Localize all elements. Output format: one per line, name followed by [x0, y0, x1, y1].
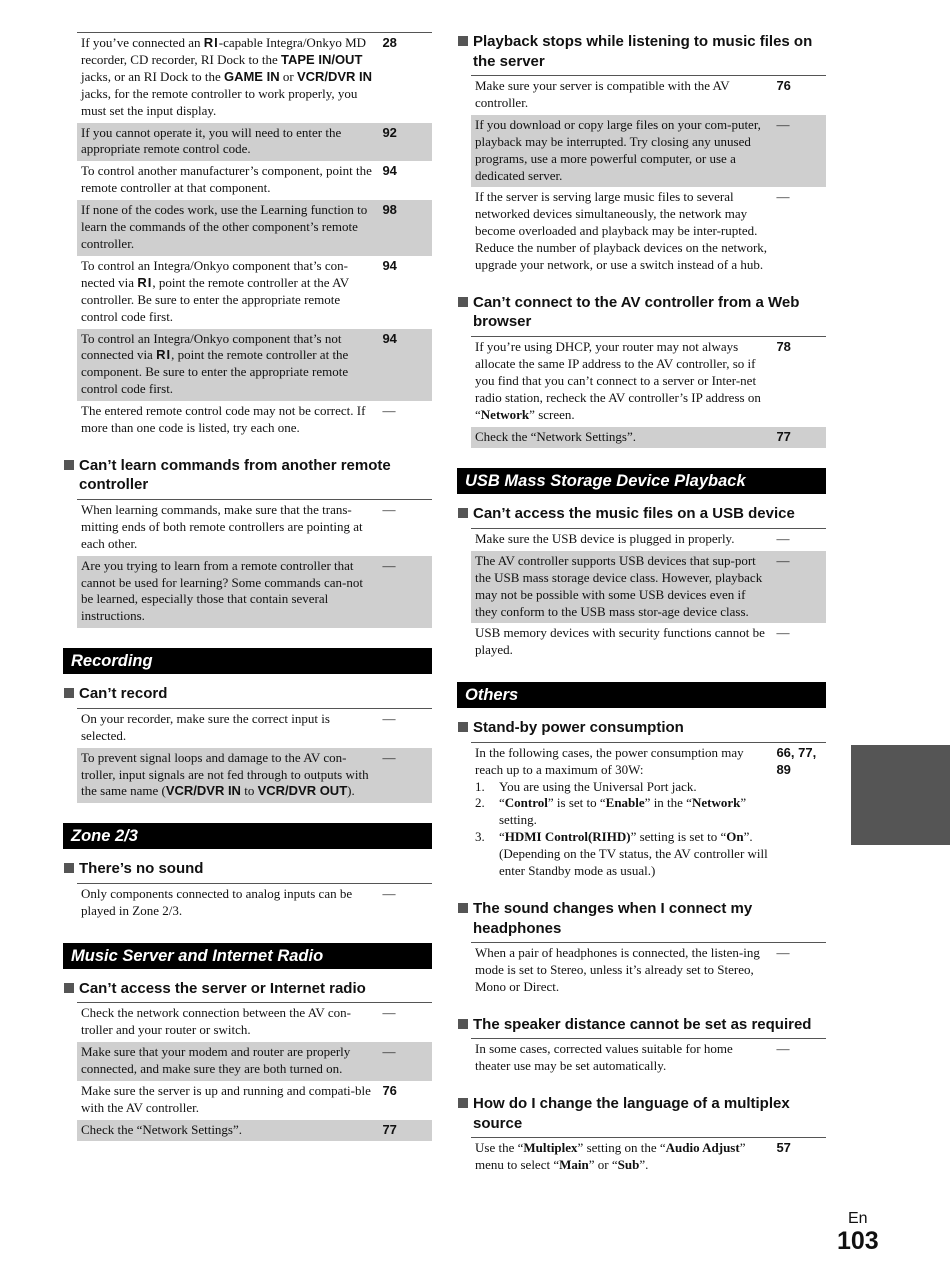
- row-text: When learning commands, make sure that the trans-mitting ends of both remote controllers are pointing at each other.: [81, 501, 363, 551]
- table-row: [77, 1081, 432, 1120]
- page-ref: 76: [776, 78, 791, 93]
- page-ref: —: [776, 552, 790, 568]
- page-language: En: [848, 1210, 868, 1227]
- row-text: If you’ve connected an RI-capable Integra/Onkyo MD recorder, CD recorder, RI Dock to the TAPE IN/OUT jacks, or an RI Dock to the GAME IN or VCR/DVR IN jacks, for the remote controller to work properly, you must set the input display.: [81, 35, 373, 118]
- page-ref: —: [382, 885, 396, 901]
- ri-logo: RI: [156, 347, 172, 363]
- ri-logo: RI: [203, 35, 219, 50]
- row-text: USB memory devices with security functions cannot be played.: [475, 625, 765, 658]
- page-ref: —: [776, 1041, 790, 1057]
- subsection-heading: Can’t connect to the AV controller from a Web browser: [457, 293, 826, 332]
- row-text: The AV controller supports USB devices that sup-port the USB mass storage device class. However, playback may not be possible with some USB devices even if they conform to the USB mass stor-age device class.: [475, 552, 763, 619]
- table-row: [77, 1042, 432, 1081]
- row-text: If none of the codes work, use the Learning function to learn the commands of the other component’s remote controller.: [81, 202, 368, 251]
- row-text: Are you trying to learn from a remote controller that cannot be used for learning? Some commands can-not be learned, especially those that contain several instructions.: [81, 557, 363, 624]
- table-row: [471, 623, 826, 662]
- page-ref: 28: [382, 35, 397, 50]
- table-row: [471, 551, 826, 624]
- row-text: In the following cases, the power consumption may reach up to a maximum of 30W: 1. You are using the Universal Port jack. 2. “Control” is set to “Enable” in the “Network” setting. 3. “HDMI Control(RIHD)” setting is set to “On”. (Depending on the TV status, the AV controller will enter Standby mode as usual.): [475, 744, 768, 879]
- square-bullet-icon: [64, 863, 74, 873]
- table-row: [77, 709, 432, 748]
- row-text: The entered remote control code may not be correct. If more than one code is listed, try each one.: [81, 403, 366, 436]
- square-bullet-icon: [64, 983, 74, 993]
- table-row: [77, 33, 432, 123]
- table-row: [77, 401, 432, 440]
- row-text: Check the “Network Settings”.: [81, 1121, 243, 1137]
- list-item: 2. “Control” is set to “Enable” in the “Network” setting.: [475, 795, 747, 828]
- ri-logo: RI: [137, 274, 153, 290]
- table-row: [77, 500, 432, 556]
- list-item: 3. “HDMI Control(RIHD)” setting is set to “On”. (Depending on the TV status, the AV controller will enter Standby mode as usual.): [475, 829, 768, 879]
- page-ref: —: [776, 189, 790, 205]
- page-ref: —: [776, 530, 790, 546]
- page-ref: 66, 77, 89: [776, 744, 817, 777]
- row-text: Make sure that your modem and router are properly connected, and make sure they are both turned on.: [81, 1043, 351, 1076]
- row-text: Make sure the USB device is plugged in properly.: [475, 530, 735, 546]
- page-ref: —: [382, 710, 396, 726]
- table-row: [77, 884, 432, 923]
- page-ref: —: [382, 403, 396, 419]
- playback-table: [471, 75, 826, 277]
- music-server-table: [77, 1002, 432, 1141]
- subsection-heading: Can’t learn commands from another remote controller: [63, 456, 432, 495]
- square-bullet-icon: [458, 1019, 468, 1029]
- language-table: [471, 1137, 826, 1177]
- subsection-heading: How do I change the language of a multiplex source: [457, 1094, 826, 1133]
- row-text: To control an Integra/Onkyo component that’s not connected via RI, point the remote controller at the component. Be sure to enter the appropriate remote control code first.: [81, 330, 349, 397]
- page-ref: 77: [776, 428, 791, 444]
- table-row: [471, 115, 826, 188]
- table-row: [77, 1003, 432, 1042]
- page-ref: 57: [776, 1140, 791, 1156]
- row-text: If you’re using DHCP, your router may not always allocate the same IP address to the AV controller, so if you find that you can’t connect to a server or Inter-net radio station, recheck the AV controller’s IP address on “Network” screen.: [475, 338, 761, 422]
- usb-table: [471, 528, 826, 662]
- table-row: [471, 943, 826, 999]
- table-row: [77, 200, 432, 256]
- square-bullet-icon: [458, 36, 468, 46]
- row-text: To control another manufacturer’s component, point the remote controller at that component.: [81, 163, 372, 196]
- subsection-heading: Can’t record: [63, 684, 432, 704]
- row-text: If the server is serving large music files to several networked devices simultaneously, the network may become overloaded and playback may be inter-rupted. Reduce the number of playback devices on the network, upgrade your network, or use a switch instead of a hub.: [475, 189, 768, 273]
- page-ref: 94: [382, 257, 397, 273]
- subsection-heading: The sound changes when I connect my headphones: [457, 899, 826, 938]
- square-bullet-icon: [64, 460, 74, 470]
- headphones-table: [471, 942, 826, 999]
- table-row: [471, 743, 826, 883]
- zone-table: [77, 883, 432, 923]
- row-text: Make sure your server is compatible with the AV controller.: [475, 78, 730, 110]
- table-row: [471, 529, 826, 551]
- page-ref: 78: [776, 338, 791, 354]
- chapter-side-tab: [851, 745, 950, 845]
- square-bullet-icon: [458, 297, 468, 307]
- page-ref: —: [382, 501, 396, 517]
- page-ref: 94: [382, 330, 397, 346]
- subsection-heading: Stand-by power consumption: [457, 718, 826, 738]
- table-row: [471, 1138, 826, 1177]
- table-row: [471, 427, 826, 449]
- page-ref: —: [382, 749, 396, 765]
- row-text: On your recorder, make sure the correct input is selected.: [81, 710, 330, 743]
- row-text: Make sure the server is up and running and compati-ble with the AV controller.: [81, 1082, 371, 1115]
- page-ref: —: [382, 1005, 396, 1021]
- row-text: In some cases, corrected values suitable for home theater use may be set automatically.: [475, 1041, 733, 1074]
- square-bullet-icon: [64, 688, 74, 698]
- table-row: [77, 123, 432, 162]
- table-row: [471, 337, 826, 427]
- page-ref: 76: [382, 1082, 397, 1098]
- page-ref: 98: [382, 202, 397, 218]
- page-ref: —: [382, 557, 396, 573]
- section-title-recording: Recording: [63, 648, 432, 674]
- table-row: [77, 748, 432, 804]
- subsection-heading: There’s no sound: [63, 859, 432, 879]
- list-item: 1. You are using the Universal Port jack.: [475, 778, 697, 794]
- page-ref: —: [382, 1043, 396, 1059]
- table-row: [77, 161, 432, 200]
- row-text: If you download or copy large files on your com-puter, playback may be interrupted. Try closing any unused programs, use a more powerful computer, or use a dedicated server.: [475, 116, 761, 183]
- row-text: When a pair of headphones is connected, the listen-ing mode is set to Stereo, unless it’s already set to Stereo, Mono or Direct.: [475, 945, 760, 994]
- row-text: Check the “Network Settings”.: [475, 428, 637, 444]
- row-text: To prevent signal loops and damage to the AV con-troller, input signals are not fed through to outputs with the same name (VCR/DVR IN to VCR/DVR OUT).: [81, 749, 369, 799]
- table-row: [77, 329, 432, 402]
- row-text: Only components connected to analog inputs can be played in Zone 2/3.: [81, 885, 353, 918]
- row-text: Use the “Multiplex” setting on the “Audio Adjust” menu to select “Main” or “Sub”.: [475, 1140, 746, 1172]
- learn-table: [77, 499, 432, 628]
- table-row: [77, 256, 432, 329]
- row-text: Check the network connection between the AV con-troller and your router or switch.: [81, 1005, 351, 1038]
- section-title-zone: Zone 2/3: [63, 823, 432, 849]
- row-text: If you cannot operate it, you will need to enter the appropriate remote control code.: [81, 124, 342, 157]
- square-bullet-icon: [458, 508, 468, 518]
- square-bullet-icon: [458, 903, 468, 913]
- subsection-heading: Can’t access the server or Internet radio: [63, 979, 432, 999]
- page-ref: 77: [382, 1121, 397, 1137]
- square-bullet-icon: [458, 722, 468, 732]
- page-ref: —: [776, 945, 790, 960]
- square-bullet-icon: [458, 1098, 468, 1108]
- standby-steps: [475, 779, 769, 880]
- web-browser-table: [471, 336, 826, 448]
- remote-troubleshoot-table: [77, 32, 432, 440]
- page-number: 103: [837, 1227, 879, 1255]
- section-title-music-server: Music Server and Internet Radio: [63, 943, 432, 969]
- page-ref: —: [776, 116, 790, 132]
- page-ref: 94: [382, 163, 397, 179]
- speaker-table: [471, 1038, 826, 1078]
- subsection-heading: Playback stops while listening to music files on the server: [457, 32, 826, 71]
- table-row: [77, 1120, 432, 1142]
- left-column: [63, 32, 432, 1141]
- section-title-usb: USB Mass Storage Device Playback: [457, 468, 826, 494]
- page-ref: —: [776, 625, 790, 641]
- right-column: [457, 32, 826, 1177]
- page-ref: 92: [382, 124, 397, 140]
- table-row: [471, 187, 826, 277]
- table-row: [471, 76, 826, 115]
- table-row: [471, 1039, 826, 1078]
- table-row: [77, 556, 432, 629]
- standby-table: [471, 742, 826, 883]
- section-title-others: Others: [457, 682, 826, 708]
- subsection-heading: Can’t access the music files on a USB device: [457, 504, 826, 524]
- subsection-heading: The speaker distance cannot be set as required: [457, 1015, 826, 1035]
- row-text: To control an Integra/Onkyo component that’s con-nected via RI, point the remote controller at the AV controller. Be sure to enter the appropriate remote control code first.: [81, 257, 349, 324]
- recording-table: [77, 708, 432, 804]
